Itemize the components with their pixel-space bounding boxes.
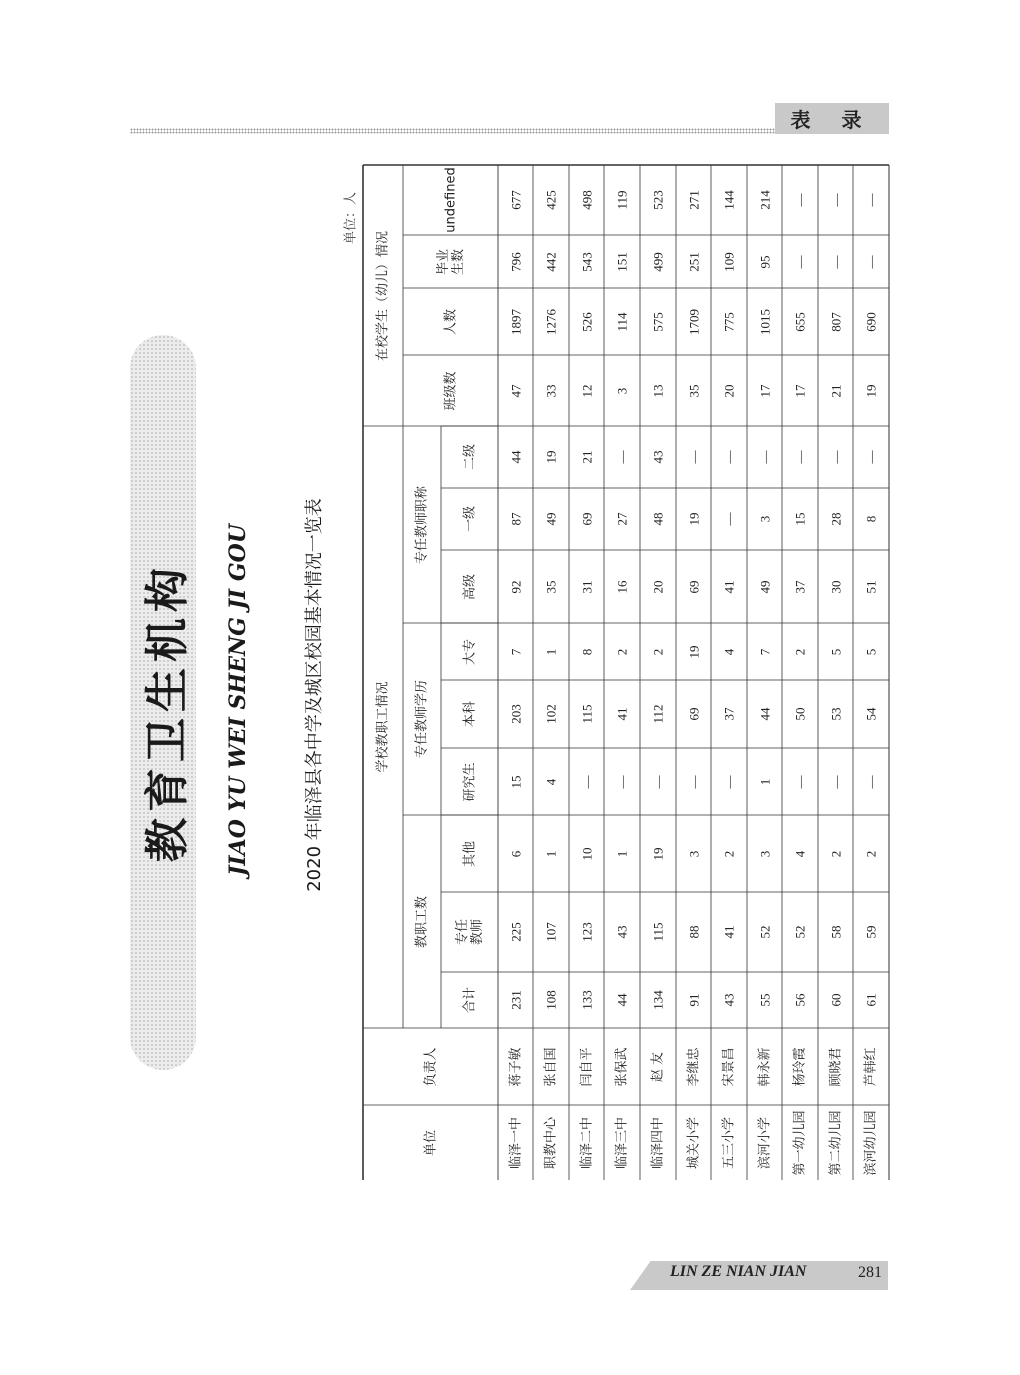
table-cell-bach: 115	[579, 704, 594, 724]
table-cell-classes: 12	[579, 384, 594, 397]
table-cell-other: 3	[757, 850, 772, 857]
table-cell-enroll: 119	[614, 190, 630, 210]
table-cell-other: 4	[792, 850, 808, 857]
table-cell-classes: 17	[792, 384, 808, 397]
table-cell-teachers: 107	[543, 922, 559, 942]
table-cell-total: 108	[543, 990, 559, 1010]
table-cell-classes: 13	[650, 384, 666, 397]
header-staff-count: 教职工数	[414, 895, 430, 948]
header-unit: 单位	[423, 1129, 438, 1156]
table-cell-assoc: 7	[508, 648, 523, 655]
table-cell-teachers: 225	[508, 922, 523, 942]
table-cell-classes: 33	[543, 384, 559, 397]
table-cell-graduates: 109	[721, 251, 737, 272]
table-cell-total: 44	[614, 993, 630, 1007]
table-cell-students: 807	[828, 311, 843, 332]
table-cell-total: 56	[792, 993, 808, 1007]
table-cell-enroll: 271	[686, 190, 701, 210]
table-cell-bach: 50	[792, 707, 808, 721]
table-cell-first: 15	[792, 512, 808, 526]
table-cell-leader: 张保武	[614, 1046, 630, 1087]
table-cell-leader: 李继忠	[686, 1046, 701, 1087]
table-cell-second: 44	[508, 450, 523, 464]
table-cell-assoc: 2	[650, 648, 666, 655]
header-fulltime-teachers: 专任 教师	[454, 918, 485, 946]
table-cell-grad: —	[721, 775, 737, 788]
table-cell-first: 69	[579, 512, 594, 526]
table-cell-senior: 69	[686, 580, 701, 593]
table-cell-second: —	[863, 450, 879, 464]
table-cell-classes: 20	[721, 384, 737, 397]
table-cell-leader: 闫自平	[579, 1046, 594, 1087]
table-cell-enroll: 144	[721, 190, 737, 210]
table-cell-senior: 16	[614, 580, 630, 593]
table-cell-students: 526	[579, 311, 594, 332]
table-cell-students: 775	[721, 311, 737, 332]
table-cell-bach: 54	[863, 707, 879, 721]
table-cell-first: 28	[828, 512, 843, 526]
table-cell-assoc: 4	[721, 648, 737, 655]
table-cell-other: 1	[543, 850, 559, 857]
table-cell-graduates: 499	[650, 251, 666, 272]
table-cell-grad: 4	[543, 778, 559, 785]
table-cell-other: 1	[614, 850, 630, 857]
table-cell-assoc: 8	[579, 648, 594, 655]
section-tab: 表 录	[775, 103, 889, 134]
chapter-pinyin: JIAO YU WEI SHENG JI GOU	[225, 523, 251, 877]
table-cell-unit: 滨河幼儿园	[863, 1109, 879, 1176]
table-cell-unit: 临泽一中	[508, 1116, 523, 1169]
table-cell-classes: 21	[828, 384, 843, 397]
header-leader: 负责人	[423, 1046, 438, 1087]
table-cell-students: 1015	[757, 308, 772, 335]
table-cell-other: 6	[508, 850, 523, 857]
table-cell-second: 21	[579, 450, 594, 464]
table-cell-graduates: 151	[614, 251, 630, 272]
table-cell-students: 690	[863, 311, 879, 332]
table-cell-students: 114	[614, 311, 630, 332]
table-cell-second: —	[721, 450, 737, 464]
table-cell-other: 2	[863, 850, 879, 857]
table-cell-second: —	[828, 450, 843, 464]
table-cell-bach: 69	[686, 707, 701, 721]
table-cell-unit: 职教中心	[543, 1116, 559, 1169]
table-cell-senior: 35	[543, 580, 559, 593]
table-cell-teachers: 88	[686, 925, 701, 939]
table-cell-graduates: 442	[543, 251, 559, 272]
table-cell-teachers: 52	[757, 925, 772, 939]
header-total: 合计	[462, 986, 477, 1014]
table-cell-unit: 滨河小学	[757, 1116, 772, 1169]
header-second: 二级	[462, 443, 477, 471]
table-cell-bach: 41	[614, 707, 630, 721]
header-edu-background: 专任教师学历	[414, 679, 430, 759]
table-cell-total: 133	[579, 990, 594, 1010]
header-dotted-rule	[130, 128, 775, 134]
table-cell-bach: 112	[650, 704, 666, 724]
table-cell-bach: 203	[508, 704, 523, 724]
header-undergrad: 本科	[462, 700, 477, 728]
table-cell-graduates: —	[863, 255, 879, 268]
table-cell-enroll: 523	[650, 190, 666, 210]
table-title: 2020 年临泽县各中学及城区校园基本情况一览表	[304, 498, 325, 892]
table-cell-first: 3	[757, 515, 772, 523]
header-first: 一级	[462, 505, 477, 533]
table-cell-graduates: 796	[508, 251, 523, 272]
header-other: 其他	[462, 840, 477, 867]
header-staff-situation: 学校教职工情况	[375, 681, 391, 773]
table-cell-senior: 20	[650, 580, 666, 593]
table-cell-unit: 临泽三中	[614, 1116, 630, 1169]
table-cell-teachers: 115	[650, 922, 666, 942]
table-cell-teachers: 123	[579, 922, 594, 942]
table-cell-teachers: 58	[828, 925, 843, 939]
table-cell-teachers: 52	[792, 925, 808, 939]
table-cell-graduates: 95	[757, 255, 772, 268]
table-cell-enroll: 498	[579, 190, 594, 210]
table-cell-grad: —	[828, 775, 843, 788]
table-cell-enroll: 677	[508, 190, 523, 210]
table-cell-graduates: 251	[686, 251, 701, 272]
table-cell-total: 43	[721, 993, 737, 1007]
table-cell-other: 3	[686, 850, 701, 857]
table-cell-classes: 3	[614, 387, 630, 394]
table-cell-grad: —	[686, 775, 701, 788]
table-cell-unit: 临泽四中	[650, 1116, 666, 1169]
table-cell-graduates: —	[828, 255, 843, 268]
table-cell-students: 1276	[543, 308, 559, 335]
table-cell-second: —	[792, 450, 808, 464]
header-graduate: 研究生	[462, 761, 477, 802]
table-cell-total: 55	[757, 993, 772, 1007]
table-cell-leader: 韩永新	[757, 1046, 772, 1087]
table-cell-assoc: 2	[792, 648, 808, 655]
table-cell-senior: 31	[579, 580, 594, 593]
table-cell-total: 134	[650, 990, 666, 1010]
table-cell-graduates: 543	[579, 251, 594, 272]
table-cell-leader: 蒋子敏	[508, 1046, 523, 1087]
table-cell-teachers: 41	[721, 925, 737, 939]
table-cell-teachers: 59	[863, 925, 879, 939]
table-cell-senior: 30	[828, 580, 843, 593]
table-cell-classes: 19	[863, 384, 879, 397]
table-cell-classes: 35	[686, 384, 701, 397]
table-cell-grad: —	[863, 775, 879, 788]
table-cell-leader: 赵 友	[650, 1051, 666, 1082]
table-cell-senior: 49	[757, 580, 772, 593]
table-cell-other: 2	[721, 850, 737, 857]
footer-journal: LIN ZE NIAN JIAN	[670, 1263, 807, 1280]
table-cell-grad: —	[650, 775, 666, 788]
table-cell-total: 231	[508, 990, 523, 1010]
table-cell-grad: 1	[757, 778, 772, 785]
table-cell-total: 61	[863, 993, 879, 1007]
table-cell-unit: 临泽二中	[579, 1116, 594, 1169]
table-cell-bach: 44	[757, 707, 772, 721]
table-cell-enroll: 214	[757, 190, 772, 210]
table-cell-leader: 张自国	[543, 1046, 559, 1087]
table-cell-first: 19	[686, 512, 701, 526]
table-cell-assoc: 1	[543, 648, 559, 655]
table-cell-classes: 17	[757, 384, 772, 397]
table-cell-students: 1897	[508, 308, 523, 335]
table-cell-bach: 102	[543, 704, 559, 724]
header-enrolled: undefined	[443, 167, 458, 233]
table-cell-senior: 51	[863, 580, 879, 593]
header-students: 人数	[443, 308, 458, 335]
table-cell-enroll: —	[792, 193, 808, 207]
table-cell-enroll: 425	[543, 190, 559, 210]
unit-label: 单位：人	[343, 191, 359, 245]
table-cell-enroll: —	[828, 193, 843, 207]
header-senior: 高级	[462, 573, 477, 600]
table-cell-grad: —	[792, 775, 808, 788]
data-table	[361, 160, 891, 1180]
table-cell-first: 49	[543, 512, 559, 526]
table-cell-grad: —	[579, 775, 594, 788]
table-cell-unit: 城关小学	[686, 1116, 701, 1169]
table-cell-first: 48	[650, 512, 666, 526]
table-cell-senior: 92	[508, 580, 523, 593]
table-cell-students: 1709	[686, 308, 701, 335]
table-cell-unit: 第一幼儿园	[792, 1109, 808, 1176]
table-cell-other: 2	[828, 850, 843, 857]
table-cell-grad: 15	[508, 775, 523, 788]
table-cell-graduates: —	[792, 255, 808, 268]
table-cell-leader: 芦韩红	[863, 1046, 879, 1087]
table-cell-teachers: 43	[614, 925, 630, 939]
chapter-title: 教育卫生机构	[142, 562, 193, 862]
table-cell-assoc: 19	[686, 645, 701, 658]
table-cell-first: 87	[508, 512, 523, 526]
table-cell-bach: 37	[721, 707, 737, 721]
table-cell-students: 655	[792, 311, 808, 332]
table-cell-students: 575	[650, 311, 666, 332]
table-cell-senior: 41	[721, 580, 737, 593]
table-cell-second: —	[757, 450, 772, 464]
header-title: 专任教师职称	[414, 485, 430, 564]
table-cell-grad: —	[614, 775, 630, 788]
table-cell-leader: 顾晓君	[828, 1046, 843, 1087]
table-cell-total: 91	[686, 993, 701, 1007]
table-cell-second: 43	[650, 450, 666, 464]
table-cell-second: —	[686, 450, 701, 464]
header-classes: 班级数	[443, 370, 458, 411]
table-cell-bach: 53	[828, 707, 843, 721]
table-cell-classes: 47	[508, 384, 523, 397]
header-student-situation: 在校学生（幼儿）情况	[375, 230, 391, 361]
table-cell-unit: 五三小学	[721, 1116, 737, 1169]
table-cell-unit: 第二幼儿园	[828, 1109, 843, 1176]
table-cell-enroll: —	[863, 193, 879, 207]
page-number: 281	[858, 1264, 882, 1281]
table-cell-first: 8	[863, 515, 879, 523]
table-cell-other: 10	[579, 847, 594, 860]
table-cell-first: 27	[614, 512, 630, 526]
header-college: 大专	[462, 638, 477, 665]
table-cell-assoc: 5	[863, 648, 879, 655]
table-cell-first: —	[721, 512, 737, 526]
table-cell-assoc: 5	[828, 648, 843, 655]
table-cell-second: 19	[543, 450, 559, 464]
header-graduates: 毕业 生数	[435, 248, 466, 275]
table-cell-other: 19	[650, 847, 666, 860]
table-cell-assoc: 2	[614, 648, 630, 655]
table-cell-total: 60	[828, 993, 843, 1007]
table-cell-leader: 杨玲霞	[792, 1046, 808, 1087]
table-cell-second: —	[614, 450, 630, 464]
table-cell-leader: 宋景昌	[721, 1046, 737, 1087]
table-cell-senior: 37	[792, 580, 808, 593]
table-cell-assoc: 7	[757, 648, 772, 655]
